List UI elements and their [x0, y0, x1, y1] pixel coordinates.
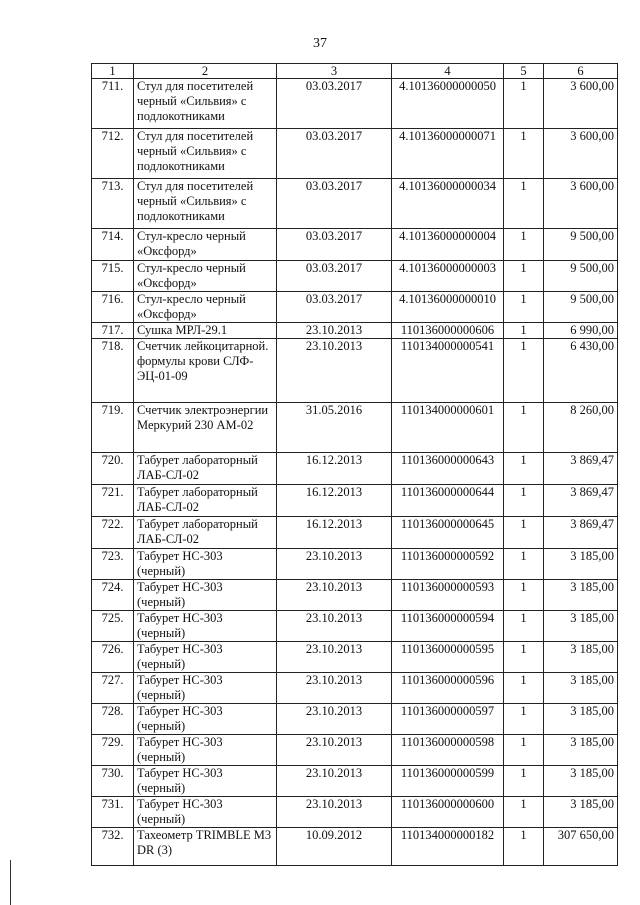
inventory-number-cell: 110136000000592: [392, 549, 504, 580]
item-name-cell: Стул для посетителей черный «Сильвия» с подлокотниками: [134, 79, 277, 129]
row-number-cell: 732.: [92, 828, 134, 866]
inventory-number-cell: 110136000000597: [392, 704, 504, 735]
amount-cell: 3 185,00: [544, 549, 618, 580]
item-name-cell: Табурет лабораторный ЛАБ-СЛ-02: [134, 485, 277, 517]
row-number-cell: 714.: [92, 229, 134, 261]
inventory-table: [91, 63, 618, 866]
quantity-cell: 1: [504, 485, 544, 517]
table-row: [92, 323, 618, 339]
amount-cell: 3 600,00: [544, 79, 618, 129]
inventory-number-cell: 110136000000598: [392, 735, 504, 766]
item-name-cell: Табурет НС-303 (черный): [134, 766, 277, 797]
inventory-number-cell: 110136000000599: [392, 766, 504, 797]
acquisition-date-cell: 03.03.2017: [277, 229, 392, 261]
acquisition-date-cell: 23.10.2013: [277, 704, 392, 735]
page-number: 37: [313, 36, 327, 51]
inventory-number-cell: 4.10136000000034: [392, 179, 504, 229]
inventory-number-cell: 110136000000600: [392, 797, 504, 828]
inventory-number-cell: 110134000000182: [392, 828, 504, 866]
inventory-number-cell: 110136000000594: [392, 611, 504, 642]
acquisition-date-cell: 23.10.2013: [277, 580, 392, 611]
acquisition-date-cell: 23.10.2013: [277, 549, 392, 580]
acquisition-date-cell: 23.10.2013: [277, 611, 392, 642]
inventory-number-cell: 4.10136000000003: [392, 261, 504, 292]
amount-cell: 9 500,00: [544, 261, 618, 292]
quantity-cell: 1: [504, 766, 544, 797]
amount-cell: 8 260,00: [544, 403, 618, 453]
amount-cell: 3 869,47: [544, 453, 618, 485]
item-name-cell: Табурет НС-303 (черный): [134, 735, 277, 766]
item-name-cell: Стул-кресло черный «Оксфорд»: [134, 261, 277, 292]
inventory-number-cell: 4.10136000000050: [392, 79, 504, 129]
quantity-cell: 1: [504, 611, 544, 642]
item-name-cell: Табурет НС-303 (черный): [134, 797, 277, 828]
quantity-cell: 1: [504, 797, 544, 828]
amount-cell: 3 869,47: [544, 517, 618, 549]
quantity-cell: 1: [504, 673, 544, 704]
row-number-cell: 729.: [92, 735, 134, 766]
col-header: 6: [544, 64, 618, 79]
row-number-cell: 725.: [92, 611, 134, 642]
col-header: 4: [392, 64, 504, 79]
item-name-cell: Табурет НС-303 (черный): [134, 549, 277, 580]
item-name-cell: Табурет НС-303 (черный): [134, 580, 277, 611]
quantity-cell: 1: [504, 517, 544, 549]
table-row: [92, 179, 618, 229]
item-name-cell: Табурет НС-303 (черный): [134, 611, 277, 642]
amount-cell: 307 650,00: [544, 828, 618, 866]
quantity-cell: 1: [504, 79, 544, 129]
acquisition-date-cell: 03.03.2017: [277, 261, 392, 292]
amount-cell: 3 185,00: [544, 611, 618, 642]
row-number-cell: 717.: [92, 323, 134, 339]
quantity-cell: 1: [504, 828, 544, 866]
quantity-cell: 1: [504, 403, 544, 453]
quantity-cell: 1: [504, 229, 544, 261]
col-header: 1: [92, 64, 134, 79]
table-row: [92, 735, 618, 766]
table-row: [92, 673, 618, 704]
quantity-cell: 1: [504, 549, 544, 580]
item-name-cell: Табурет лабораторный ЛАБ-СЛ-02: [134, 517, 277, 549]
amount-cell: 3 185,00: [544, 673, 618, 704]
table-row: [92, 79, 618, 129]
inventory-number-cell: 110136000000596: [392, 673, 504, 704]
acquisition-date-cell: 16.12.2013: [277, 453, 392, 485]
table-row: [92, 517, 618, 549]
acquisition-date-cell: 16.12.2013: [277, 485, 392, 517]
item-name-cell: Стул для посетителей черный «Сильвия» с подлокотниками: [134, 129, 277, 179]
quantity-cell: 1: [504, 642, 544, 673]
quantity-cell: 1: [504, 339, 544, 403]
amount-cell: 6 430,00: [544, 339, 618, 403]
table-row: [92, 580, 618, 611]
acquisition-date-cell: 23.10.2013: [277, 797, 392, 828]
inventory-number-cell: 110136000000644: [392, 485, 504, 517]
table-row: [92, 229, 618, 261]
acquisition-date-cell: 10.09.2012: [277, 828, 392, 866]
quantity-cell: 1: [504, 580, 544, 611]
row-number-cell: 712.: [92, 129, 134, 179]
quantity-cell: 1: [504, 704, 544, 735]
header-row: [92, 64, 618, 79]
table-row: [92, 797, 618, 828]
row-number-cell: 718.: [92, 339, 134, 403]
table-row: [92, 611, 618, 642]
amount-cell: 3 869,47: [544, 485, 618, 517]
row-number-cell: 728.: [92, 704, 134, 735]
table-row: [92, 828, 618, 866]
quantity-cell: 1: [504, 179, 544, 229]
row-number-cell: 722.: [92, 517, 134, 549]
amount-cell: 6 990,00: [544, 323, 618, 339]
acquisition-date-cell: 03.03.2017: [277, 129, 392, 179]
row-number-cell: 719.: [92, 403, 134, 453]
row-number-cell: 711.: [92, 79, 134, 129]
col-header: 2: [134, 64, 277, 79]
row-number-cell: 723.: [92, 549, 134, 580]
inventory-number-cell: 4.10136000000071: [392, 129, 504, 179]
row-number-cell: 715.: [92, 261, 134, 292]
col-header: 5: [504, 64, 544, 79]
amount-cell: 3 185,00: [544, 580, 618, 611]
acquisition-date-cell: 16.12.2013: [277, 517, 392, 549]
inventory-number-cell: 110136000000595: [392, 642, 504, 673]
inventory-number-cell: 110134000000601: [392, 403, 504, 453]
row-number-cell: 716.: [92, 292, 134, 323]
item-name-cell: Стул-кресло черный «Оксфорд»: [134, 292, 277, 323]
row-number-cell: 721.: [92, 485, 134, 517]
table-row: [92, 129, 618, 179]
row-number-cell: 731.: [92, 797, 134, 828]
item-name-cell: Счетчик лейкоцитарной. формулы крови СЛФ-ЭЦ-01-09: [134, 339, 277, 403]
table-row: [92, 292, 618, 323]
row-number-cell: 727.: [92, 673, 134, 704]
table-row: [92, 453, 618, 485]
quantity-cell: 1: [504, 261, 544, 292]
quantity-cell: 1: [504, 735, 544, 766]
inventory-number-cell: 110134000000541: [392, 339, 504, 403]
amount-cell: 3 185,00: [544, 766, 618, 797]
table-row: [92, 549, 618, 580]
acquisition-date-cell: 23.10.2013: [277, 323, 392, 339]
inventory-number-cell: 110136000000643: [392, 453, 504, 485]
amount-cell: 3 185,00: [544, 704, 618, 735]
inventory-number-cell: 4.10136000000010: [392, 292, 504, 323]
item-name-cell: Табурет НС-303 (черный): [134, 704, 277, 735]
table-row: [92, 485, 618, 517]
quantity-cell: 1: [504, 129, 544, 179]
item-name-cell: Счетчик электроэнергии Меркурий 230 АМ-02: [134, 403, 277, 453]
acquisition-date-cell: 03.03.2017: [277, 292, 392, 323]
table-row: [92, 261, 618, 292]
acquisition-date-cell: 23.10.2013: [277, 766, 392, 797]
table-row: [92, 642, 618, 673]
amount-cell: 3 185,00: [544, 797, 618, 828]
margin-mark: [10, 860, 11, 905]
table-row: [92, 339, 618, 403]
acquisition-date-cell: 03.03.2017: [277, 179, 392, 229]
amount-cell: 3 185,00: [544, 735, 618, 766]
row-number-cell: 724.: [92, 580, 134, 611]
inventory-number-cell: 110136000000645: [392, 517, 504, 549]
amount-cell: 3 600,00: [544, 129, 618, 179]
table-row: [92, 766, 618, 797]
table-row: [92, 403, 618, 453]
quantity-cell: 1: [504, 292, 544, 323]
amount-cell: 3 600,00: [544, 179, 618, 229]
amount-cell: 3 185,00: [544, 642, 618, 673]
row-number-cell: 726.: [92, 642, 134, 673]
acquisition-date-cell: 03.03.2017: [277, 79, 392, 129]
acquisition-date-cell: 23.10.2013: [277, 735, 392, 766]
col-header: 3: [277, 64, 392, 79]
inventory-number-cell: 4.10136000000004: [392, 229, 504, 261]
item-name-cell: Табурет НС-303 (черный): [134, 642, 277, 673]
acquisition-date-cell: 23.10.2013: [277, 642, 392, 673]
row-number-cell: 730.: [92, 766, 134, 797]
item-name-cell: Сушка МРЛ-29.1: [134, 323, 277, 339]
acquisition-date-cell: 31.05.2016: [277, 403, 392, 453]
acquisition-date-cell: 23.10.2013: [277, 339, 392, 403]
item-name-cell: Табурет НС-303 (черный): [134, 673, 277, 704]
quantity-cell: 1: [504, 323, 544, 339]
quantity-cell: 1: [504, 453, 544, 485]
row-number-cell: 713.: [92, 179, 134, 229]
item-name-cell: Стул-кресло черный «Оксфорд»: [134, 229, 277, 261]
row-number-cell: 720.: [92, 453, 134, 485]
item-name-cell: Тахеометр TRIMBLE M3 DR (3): [134, 828, 277, 866]
acquisition-date-cell: 23.10.2013: [277, 673, 392, 704]
inventory-number-cell: 110136000000593: [392, 580, 504, 611]
item-name-cell: Стул для посетителей черный «Сильвия» с подлокотниками: [134, 179, 277, 229]
amount-cell: 9 500,00: [544, 292, 618, 323]
item-name-cell: Табурет лабораторный ЛАБ-СЛ-02: [134, 453, 277, 485]
inventory-number-cell: 110136000000606: [392, 323, 504, 339]
table-row: [92, 704, 618, 735]
amount-cell: 9 500,00: [544, 229, 618, 261]
